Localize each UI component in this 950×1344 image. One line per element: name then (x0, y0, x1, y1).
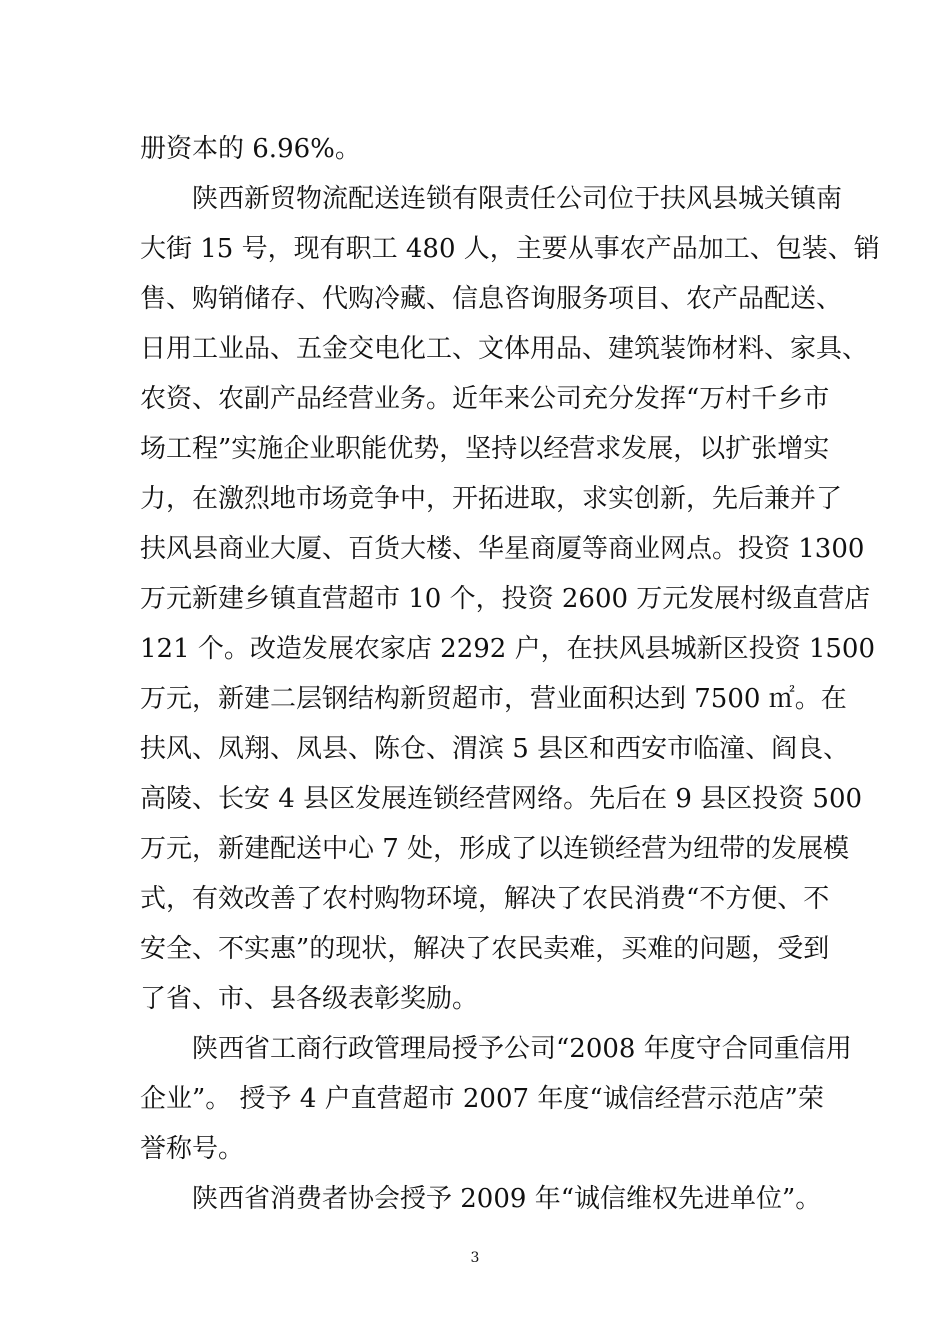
page-number: 3 (470, 1250, 480, 1266)
body-text-line: 力，在激烈地市场竞争中，开拓进取，求实创新，先后兼并了 (140, 484, 843, 514)
body-text-line: 高陵、长安 4 县区发展连锁经营网络。先后在 9 县区投资 500 (140, 784, 863, 814)
body-text-line: 扶风、凤翔、凤县、陈仓、渭滨 5 县区和西安市临潼、阎良、 (140, 734, 850, 764)
body-text-line: 121 个。改造发展农家店 2292 户，在扶风县城新区投资 1500 (140, 634, 876, 664)
body-text-line: 万元，新建配送中心 7 处，形成了以连锁经营为纽带的发展模 (140, 834, 850, 864)
body-text-line: 万元新建乡镇直营超市 10 个，投资 2600 万元发展村级直营店 (140, 584, 871, 614)
body-text-line: 大街 15 号，现有职工 480 人，主要从事农产品加工、包装、销 (140, 234, 880, 264)
body-text-line: 安全、不实惠”的现状，解决了农民卖难，买难的问题，受到 (140, 934, 830, 964)
paragraph-first-line: 陕西省工商行政管理局授予公司“2008 年度守合同重信用 (192, 1034, 852, 1064)
body-text-line: 式，有效改善了农村购物环境，解决了农民消费“不方便、不 (140, 884, 830, 914)
body-text-line: 场工程”实施企业职能优势，坚持以经营求发展，以扩张增实 (140, 434, 830, 464)
paragraph-first-line: 陕西省消费者协会授予 2009 年“诚信维权先进单位”。 (192, 1184, 822, 1214)
body-text-line: 了省、市、县各级表彰奖励。 (140, 984, 479, 1014)
body-text-line: 日用工业品、五金交电化工、文体用品、建筑装饰材料、家具、 (140, 334, 869, 364)
body-text-line: 企业”。 授予 4 户直营超市 2007 年度“诚信经营示范店”荣 (140, 1084, 824, 1114)
body-text-line: 农资、农副产品经营业务。近年来公司充分发挥“万村千乡市 (140, 384, 830, 414)
paragraph-first-line: 陕西新贸物流配送连锁有限责任公司位于扶风县城关镇南 (192, 184, 843, 214)
body-text-line: 册资本的 6.96%。 (140, 134, 361, 164)
body-text-line: 售、购销储存、代购冷藏、信息咨询服务项目、农产品配送、 (140, 284, 843, 314)
body-text-line: 万元，新建二层钢结构新贸超市，营业面积达到 7500 ㎡。在 (140, 684, 847, 714)
body-text-line: 扶风县商业大厦、百货大楼、华星商厦等商业网点。投资 1300 (140, 534, 865, 564)
body-text-line: 誉称号。 (140, 1134, 245, 1164)
